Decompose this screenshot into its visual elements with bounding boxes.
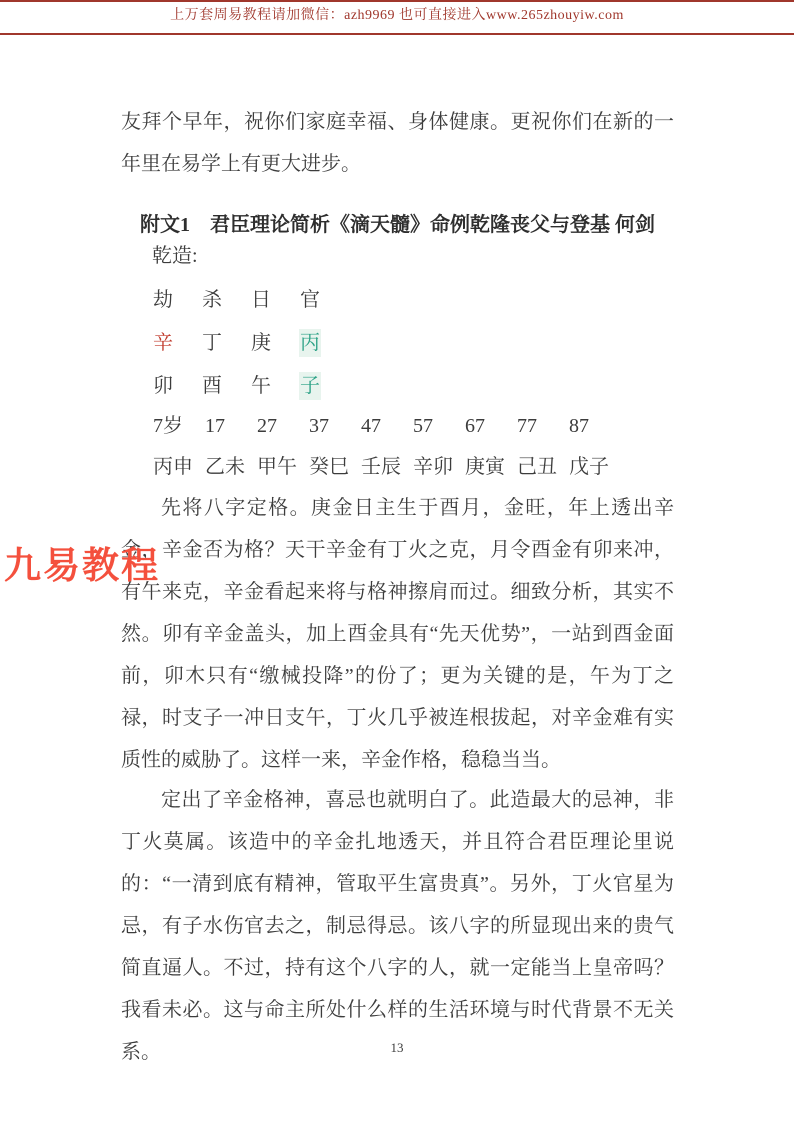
ten-gods-row [152, 286, 343, 314]
luck-age: 37 [309, 415, 329, 437]
luck-pillar: 丙申 [153, 456, 193, 478]
earthly-branches-row [152, 372, 343, 400]
luck-pillar: 甲午 [257, 456, 297, 478]
luck-pillars-row [153, 454, 616, 480]
ten-god-day: 日 [251, 289, 271, 311]
luck-pillar: 戊子 [569, 456, 609, 478]
stem-hour: 丙 [299, 329, 321, 357]
luck-age: 47 [361, 415, 381, 437]
luck-age: 77 [517, 415, 537, 437]
intro-paragraph: 友拜个早年，祝你们家庭幸福、身体健康。更祝你们在新的一年里在易学上有更大进步。 [121, 111, 674, 175]
analysis-paragraph-2: 定出了辛金格神，喜忌也就明白了。此造最大的忌神，非丁火莫属。该造中的辛金扎地透天，并且符合君臣理论里说的：“一清到底有精神，管取平生富贵真”。另外，丁火官星为忌，有子水伤官去之，制忌得忌。该八字的所显现出来的贵气简直逼人。不过，持有这个八字的人，就一定能当上皇帝吗？我看未必。这与命主所处什么样的生活环境与时代背景不无关系。 [121, 789, 674, 1063]
luck-age: 67 [465, 415, 485, 437]
stem-month: 丁 [202, 332, 222, 354]
analysis-paragraph-1: 先将八字定格。庚金日主生于酉月，金旺，年上透出辛金，辛金否为格？天干辛金有丁火之克，月令酉金有卯来冲，有午来克，辛金看起来将与格神擦肩而过。细致分析，其实不然。卯有辛金盖头，加上酉金具有“先天优势”，一站到酉金面前，卯木只有“缴械投降”的份了；更为关键的是，午为丁之禄，时支子一冲日支午，丁火几乎被连根拔起，对辛金难有实质性的威胁了。这样一来，辛金作格，稳稳当当。 [121, 497, 674, 771]
ten-god-month: 杀 [202, 289, 222, 311]
luck-pillar: 庚寅 [465, 456, 505, 478]
luck-pillar: 乙未 [205, 456, 245, 478]
luck-age: 57 [413, 415, 433, 437]
luck-pillar: 辛卯 [413, 456, 453, 478]
header-rule-bottom [0, 33, 794, 35]
promo-header-text: 上万套周易教程请加微信：azh9969 也可直接进入www.265zhouyiw.com [170, 8, 624, 23]
branch-hour: 子 [299, 372, 321, 400]
luck-age: 7岁 [153, 415, 183, 437]
heavenly-stems-row [152, 329, 343, 357]
luck-ages-row [153, 413, 616, 439]
branch-month: 酉 [202, 375, 222, 397]
luck-pillar: 壬辰 [361, 456, 401, 478]
stem-day: 庚 [251, 332, 271, 354]
luck-age: 17 [205, 415, 225, 437]
header-rule-top [0, 0, 794, 2]
page-number: 13 [390, 1040, 404, 1055]
branch-day: 午 [251, 375, 271, 397]
luck-age: 27 [257, 415, 277, 437]
ten-god-year: 劫 [153, 289, 173, 311]
article-heading: 附文1 君臣理论简析《滴天髓》命例乾隆丧父与登基 何剑 [140, 214, 655, 236]
site-watermark: 九易教程 [4, 545, 160, 586]
luck-age: 87 [569, 415, 589, 437]
chart-type-label: 乾造: [152, 245, 198, 267]
ten-god-hour: 官 [300, 289, 320, 311]
branch-year: 卯 [153, 375, 173, 397]
stem-year: 辛 [153, 332, 173, 354]
luck-pillar: 己丑 [517, 456, 557, 478]
luck-pillar: 癸巳 [309, 456, 349, 478]
